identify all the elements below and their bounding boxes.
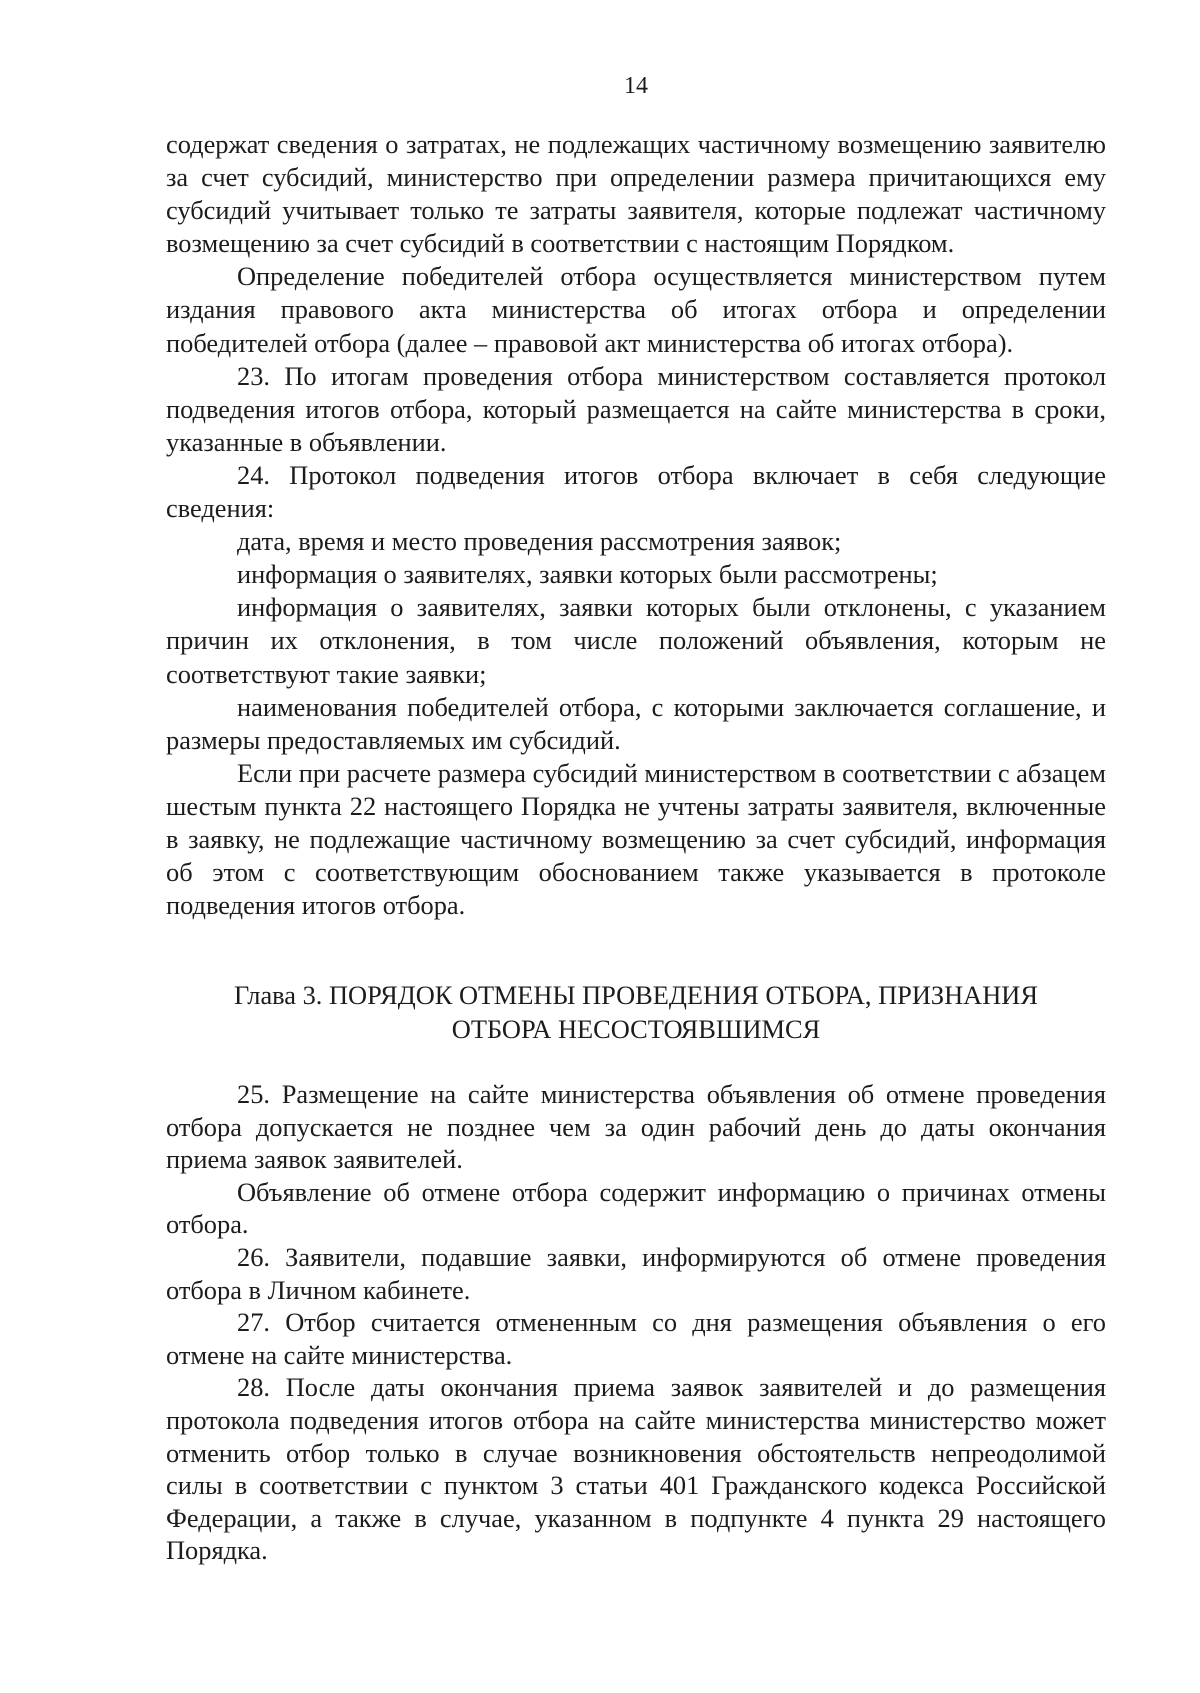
page-number: 14: [624, 73, 648, 99]
paragraph: Определение победителей отбора осуществляется министерством путем издания правового акта министерства об итогах отбора и определении победителей отбора (далее – правовой акт министерства об итогах отбора).: [166, 261, 1106, 358]
paragraph: 23. По итогам проведения отбора министерством составляется протокол подведения итогов отбора, который размещается на сайте министерства в сроки, указанные в объявлении.: [166, 360, 1106, 457]
paragraph: 27. Отбор считается отмененным со дня размещения объявления о его отмене на сайте министерства.: [166, 1307, 1106, 1370]
paragraph: содержат сведения о затратах, не подлежащих частичному возмещению заявителю за счет субсидий, министерство при определении размера причитающихся ему субсидий учитывает только те затраты заявителя, которые подлежат частичному возмещению за счет субсидий в соответствии с настоящим Порядком.: [166, 129, 1106, 259]
paragraph: наименования победителей отбора, с которыми заключается соглашение, и размеры предоставляемых им субсидий.: [166, 691, 1106, 755]
paragraph: 25. Размещение на сайте министерства объявления об отмене проведения отбора допускается не позднее чем за один рабочий день до даты окончания приема заявок заявителей.: [166, 1079, 1106, 1175]
chapter-heading-line: ОТБОРА НЕСОСТОЯВШИМСЯ: [451, 1014, 821, 1044]
paragraph: Объявление об отмене отбора содержит информацию о причинах отмены отбора.: [166, 1176, 1106, 1240]
paragraph: информация о заявителях, заявки которых были отклонены, с указанием причин их отклонения, в том числе положений объявления, которым не соответствуют такие заявки;: [166, 592, 1106, 689]
paragraph: информация о заявителях, заявки которых были рассмотрены;: [237, 559, 938, 590]
paragraph: Если при расчете размера субсидий министерством в соответствии с абзацем шестым пункта 22 настоящего Порядка не учтены затраты заявителя, включенные в заявку, не подлежащие частичному возмещению за счет субсидий, информация об этом с соответствующим обоснованием также указывается в протоколе подведения итогов отбора.: [166, 757, 1106, 921]
paragraph: дата, время и место проведения рассмотрения заявок;: [237, 526, 842, 557]
paragraph: 26. Заявители, подавшие заявки, информируются об отмене проведения отбора в Личном кабинете.: [166, 1241, 1106, 1305]
paragraph: 24. Протокол подведения итогов отбора включает в себя следующие сведения:: [166, 459, 1106, 524]
chapter-heading-line: Глава 3. ПОРЯДОК ОТМЕНЫ ПРОВЕДЕНИЯ ОТБОРА, ПРИЗНАНИЯ: [234, 980, 1038, 1010]
paragraph: 28. После даты окончания приема заявок заявителей и до размещения протокола подведения итогов отбора на сайте министерства министерство может отменить отбор только в случае возникновения обстоятельств непреодолимой силы в соответствии с пунктом 3 статьи 401 Гражданского кодекса Российской Федерации, а также в случае, указанном в подпункте 4 пункта 29 настоящего Порядка.: [166, 1372, 1106, 1566]
section-before-heading: [166, 128, 1106, 922]
section-after-heading: [166, 1078, 1106, 1567]
chapter-heading: [166, 978, 1106, 1046]
